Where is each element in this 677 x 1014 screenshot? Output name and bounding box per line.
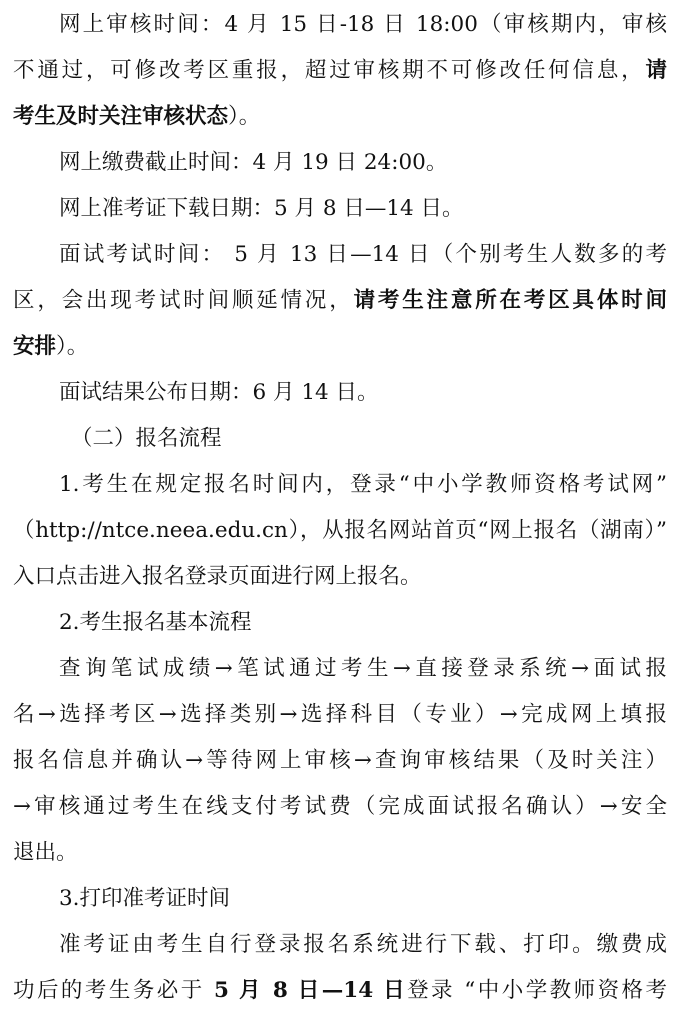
text-run: 退出。	[13, 840, 78, 865]
step-2-body-line-5	[13, 830, 667, 876]
step-2-body-line-3	[13, 738, 667, 784]
step-2-body-line-2	[13, 692, 667, 738]
text-run: （http://ntce.neea.edu.cn），从报名网站首页“网上报名（湖南）”	[13, 518, 667, 543]
text-run: 网上准考证下载日期：5 月 8 日—14 日。	[59, 196, 464, 221]
text-run: 网上缴费截止时间：4 月 19 日 24:00。	[59, 150, 448, 175]
text-run: 入口点击进入报名登录页面进行网上报名。	[13, 564, 422, 589]
step-1-line-1	[13, 462, 667, 508]
text-run: 2.考生报名基本流程	[59, 610, 252, 635]
step-1-line-3	[13, 554, 667, 600]
bold-text-run: 考生及时关注审核状态	[13, 104, 229, 129]
step-3-body-line-1	[13, 922, 667, 968]
interview-time-line-2	[13, 278, 667, 324]
text-run: 面试结果公布日期：6 月 14 日。	[59, 380, 379, 405]
step-3-body-line-2	[13, 968, 667, 1014]
text-run: ）。	[228, 104, 261, 129]
bold-text-run: 请	[645, 58, 667, 83]
text-run: 准考证由考生自行登录报名系统进行下载、打印。缴费成	[59, 932, 667, 957]
bold-text-run: 安排	[13, 334, 57, 359]
interview-time-line-3	[13, 324, 667, 370]
text-run: 功后的考生务必于	[13, 978, 215, 1003]
text-run: 区，会出现考试时间顺延情况，	[13, 288, 354, 313]
interview-time-line-1	[13, 232, 667, 278]
review-time-line-1	[13, 2, 667, 48]
review-time-line-3	[13, 94, 667, 140]
admission-download-line-1	[13, 186, 667, 232]
step-3-title	[13, 876, 667, 922]
bold-text-run: 请考生注意所在考区具体时间	[353, 288, 667, 313]
text-run: →审核通过考生在线支付考试费（完成面试报名确认）→安全	[13, 794, 667, 819]
section-heading	[13, 416, 667, 462]
text-run: 3.打印准考证时间	[59, 886, 231, 911]
text-run: 面试考试时间： 5 月 13 日—14 日（个别考生人数多的考	[59, 242, 667, 267]
text-run: 查询笔试成绩→笔试通过考生→直接登录系统→面试报	[59, 656, 667, 681]
text-run: 不通过，可修改考区重报，超过审核期不可修改任何信息，	[13, 58, 646, 83]
step-2-body-line-4	[13, 784, 667, 830]
step-1-line-2	[13, 508, 667, 554]
text-run: 1.考生在规定报名时间内，登录“中小学教师资格考试网”	[59, 472, 667, 497]
step-2-title	[13, 600, 667, 646]
result-date-line-1	[13, 370, 667, 416]
text-run: 登录 “中小学教师资格考	[407, 978, 667, 1003]
payment-deadline-line-1	[13, 140, 667, 186]
review-time-line-2	[13, 48, 667, 94]
text-run: 网上审核时间：4 月 15 日-18 日 18:00（审核期内，审核	[59, 12, 667, 37]
text-run: ）。	[56, 334, 89, 359]
bold-text-run: 5 月 8 日—14 日	[214, 978, 408, 1003]
step-2-body-line-1	[13, 646, 667, 692]
text-run: 报名信息并确认→等待网上审核→查询审核结果（及时关注）	[13, 748, 667, 773]
heading-text: （二）报名流程	[71, 426, 222, 451]
text-run: 名→选择考区→选择类别→选择科目（专业）→完成网上填报	[13, 702, 667, 727]
